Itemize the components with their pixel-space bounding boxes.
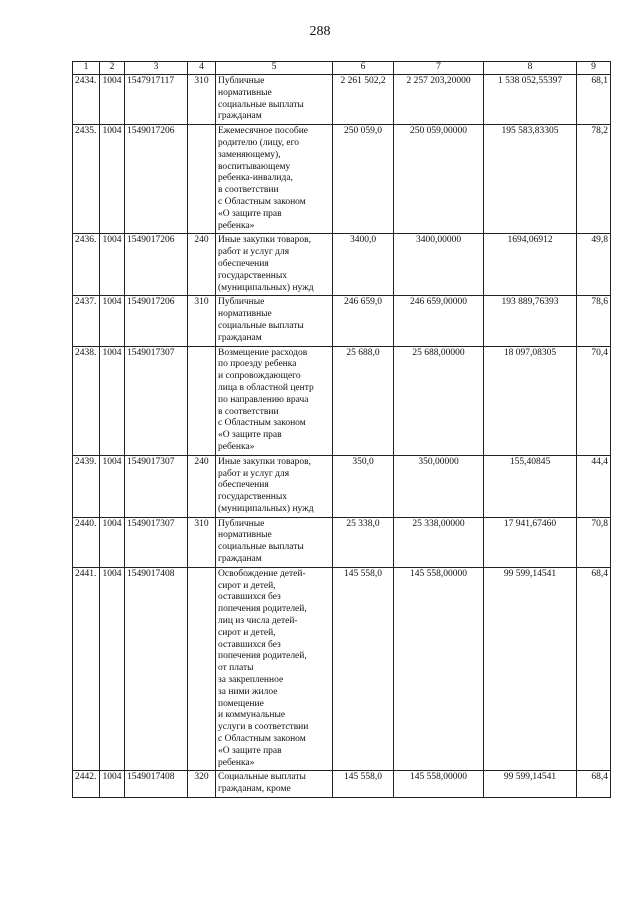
table-row: [73, 296, 611, 346]
target-code: 1549017206: [125, 296, 188, 346]
target-code: 1549017408: [125, 771, 188, 798]
percent-value: 78,2: [577, 125, 611, 234]
percent-value: 70,4: [577, 346, 611, 455]
section-code: 1004: [100, 346, 125, 455]
value-col7: 25 338,00000: [394, 517, 484, 567]
target-code: 1549017206: [125, 125, 188, 234]
value-col7: 145 558,00000: [394, 567, 484, 771]
column-header: 3: [125, 62, 188, 75]
percent-value: 68,4: [577, 771, 611, 798]
expense-type: 310: [188, 296, 216, 346]
value-col8: 1 538 052,55397: [484, 75, 577, 125]
value-col7: 250 059,00000: [394, 125, 484, 234]
item-name: Иные закупки товаров, работ и услуг для обеспечения государственных (муниципальных) нужд: [216, 455, 333, 517]
column-header: 1: [73, 62, 100, 75]
table-row: [73, 75, 611, 125]
row-number: 2435.: [73, 125, 100, 234]
value-col7: 246 659,00000: [394, 296, 484, 346]
value-col6: 3400,0: [333, 234, 394, 296]
section-code: 1004: [100, 517, 125, 567]
value-col8: 17 941,67460: [484, 517, 577, 567]
section-code: 1004: [100, 125, 125, 234]
value-col7: 25 688,00000: [394, 346, 484, 455]
value-col6: 145 558,0: [333, 771, 394, 798]
table-row: [73, 125, 611, 234]
section-code: 1004: [100, 771, 125, 798]
column-header: 4: [188, 62, 216, 75]
percent-value: 68,4: [577, 567, 611, 771]
value-col8: 193 889,76393: [484, 296, 577, 346]
expense-type: [188, 567, 216, 771]
row-number: 2434.: [73, 75, 100, 125]
row-number: 2436.: [73, 234, 100, 296]
item-name: Публичные нормативные социальные выплаты гражданам: [216, 517, 333, 567]
row-number: 2441.: [73, 567, 100, 771]
value-col6: 25 688,0: [333, 346, 394, 455]
value-col6: 145 558,0: [333, 567, 394, 771]
expense-type: 240: [188, 234, 216, 296]
row-number: 2440.: [73, 517, 100, 567]
item-name: Публичные нормативные социальные выплаты гражданам: [216, 296, 333, 346]
item-name: Публичные нормативные социальные выплаты гражданам: [216, 75, 333, 125]
column-header: 5: [216, 62, 333, 75]
percent-value: 68,1: [577, 75, 611, 125]
item-name: Возмещение расходов по проезду ребенка и сопровождающего лица в областной центр по направлению врача в соответствии с Областным законом «О защите прав ребенка»: [216, 346, 333, 455]
row-number: 2439.: [73, 455, 100, 517]
expense-type: [188, 125, 216, 234]
column-header: 9: [577, 62, 611, 75]
section-code: 1004: [100, 296, 125, 346]
expense-type: 310: [188, 75, 216, 125]
value-col8: 18 097,08305: [484, 346, 577, 455]
page-number: 288: [309, 24, 331, 39]
value-col6: 350,0: [333, 455, 394, 517]
column-header: 8: [484, 62, 577, 75]
table-row: [73, 567, 611, 771]
item-name: Ежемесячное пособие родителю (лицу, его заменяющему), воспитывающему ребенка-инвалида, в соответствии с Областным законом «О защите прав ребенка»: [216, 125, 333, 234]
item-name: Социальные выплаты гражданам, кроме: [216, 771, 333, 798]
column-header: 7: [394, 62, 484, 75]
target-code: 1549017408: [125, 567, 188, 771]
percent-value: 70,8: [577, 517, 611, 567]
value-col8: 99 599,14541: [484, 771, 577, 798]
target-code: 1547917117: [125, 75, 188, 125]
value-col8: 99 599,14541: [484, 567, 577, 771]
column-header: 6: [333, 62, 394, 75]
expense-type: [188, 346, 216, 455]
table-row: [73, 517, 611, 567]
value-col6: 25 338,0: [333, 517, 394, 567]
section-code: 1004: [100, 567, 125, 771]
table-row: [73, 346, 611, 455]
expense-type: 240: [188, 455, 216, 517]
value-col7: 145 558,00000: [394, 771, 484, 798]
percent-value: 44,4: [577, 455, 611, 517]
expense-type: 310: [188, 517, 216, 567]
row-number: 2437.: [73, 296, 100, 346]
item-name: Иные закупки товаров, работ и услуг для обеспечения государственных (муниципальных) нужд: [216, 234, 333, 296]
value-col6: 2 261 502,2: [333, 75, 394, 125]
target-code: 1549017307: [125, 346, 188, 455]
target-code: 1549017307: [125, 455, 188, 517]
row-number: 2438.: [73, 346, 100, 455]
section-code: 1004: [100, 455, 125, 517]
value-col6: 250 059,0: [333, 125, 394, 234]
row-number: 2442.: [73, 771, 100, 798]
item-name: Освобождение детей- сирот и детей, оставшихся без попечения родителей, лиц из числа детей- сирот и детей, оставшихся без попечения родителей, от платы за закрепленное за ними жилое помещение и коммунальные услуги в соответствии с Областным законом «О защите прав ребенка»: [216, 567, 333, 771]
table-body: [73, 75, 611, 798]
value-col8: 155,40845: [484, 455, 577, 517]
percent-value: 49,8: [577, 234, 611, 296]
target-code: 1549017206: [125, 234, 188, 296]
section-code: 1004: [100, 75, 125, 125]
percent-value: 78,6: [577, 296, 611, 346]
value-col6: 246 659,0: [333, 296, 394, 346]
section-code: 1004: [100, 234, 125, 296]
value-col8: 1694,06912: [484, 234, 577, 296]
value-col8: 195 583,83305: [484, 125, 577, 234]
target-code: 1549017307: [125, 517, 188, 567]
value-col7: 2 257 203,20000: [394, 75, 484, 125]
value-col7: 350,00000: [394, 455, 484, 517]
header-row: [73, 62, 611, 75]
budget-table: [72, 61, 611, 798]
table-row: [73, 234, 611, 296]
table-row: [73, 455, 611, 517]
expense-type: 320: [188, 771, 216, 798]
table-row: [73, 771, 611, 798]
value-col7: 3400,00000: [394, 234, 484, 296]
column-header: 2: [100, 62, 125, 75]
